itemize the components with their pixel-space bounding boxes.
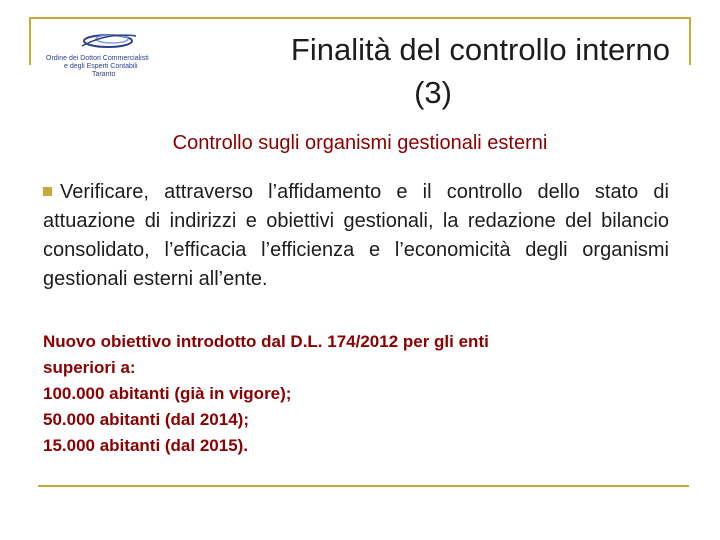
frame-bottom-line: [38, 485, 689, 487]
logo-line-2: e degli Esperti Contabili: [64, 63, 138, 70]
slide-title: [190, 28, 670, 114]
slide-title-line-1: Finalità del controllo interno: [290, 32, 670, 67]
slide-subtitle: Controllo sugli organismi gestionali esterni: [172, 132, 548, 154]
frame-top-line: [29, 17, 691, 19]
logo-line-3: Taranto: [92, 71, 116, 78]
logo-text: [44, 55, 179, 79]
logo: [44, 28, 179, 98]
note-line-4: 50.000 abitanti (dal 2014);: [43, 410, 249, 429]
frame-right-line: [689, 17, 691, 65]
note-line-1: Nuovo obiettivo introdotto dal D.L. 174/2012 per gli enti: [43, 332, 489, 351]
bullet-paragraph: [43, 178, 669, 294]
objective-note: [43, 329, 683, 459]
slide-title-line-2: (3): [414, 75, 452, 110]
note-line-3: 100.000 abitanti (già in vigore);: [43, 384, 292, 403]
logo-line-1: Ordine dei Dottori Commercialisti: [46, 55, 149, 62]
note-line-5: 15.000 abitanti (dal 2015).: [43, 436, 249, 455]
frame-left-line: [29, 17, 31, 65]
note-line-2: superiori a:: [43, 358, 136, 377]
bullet-text: Verificare, attraverso l’affidamento e il controllo dello stato di attuazione di indirizzi e obiettivi gestionali, la redazione del bilancio consolidato, l’efficacia l’efficienza e l’economicità degli organismi gestionali esterni all’ente.: [43, 181, 669, 290]
logo-swoosh-icon: [74, 28, 144, 54]
square-bullet-icon: [43, 187, 52, 196]
